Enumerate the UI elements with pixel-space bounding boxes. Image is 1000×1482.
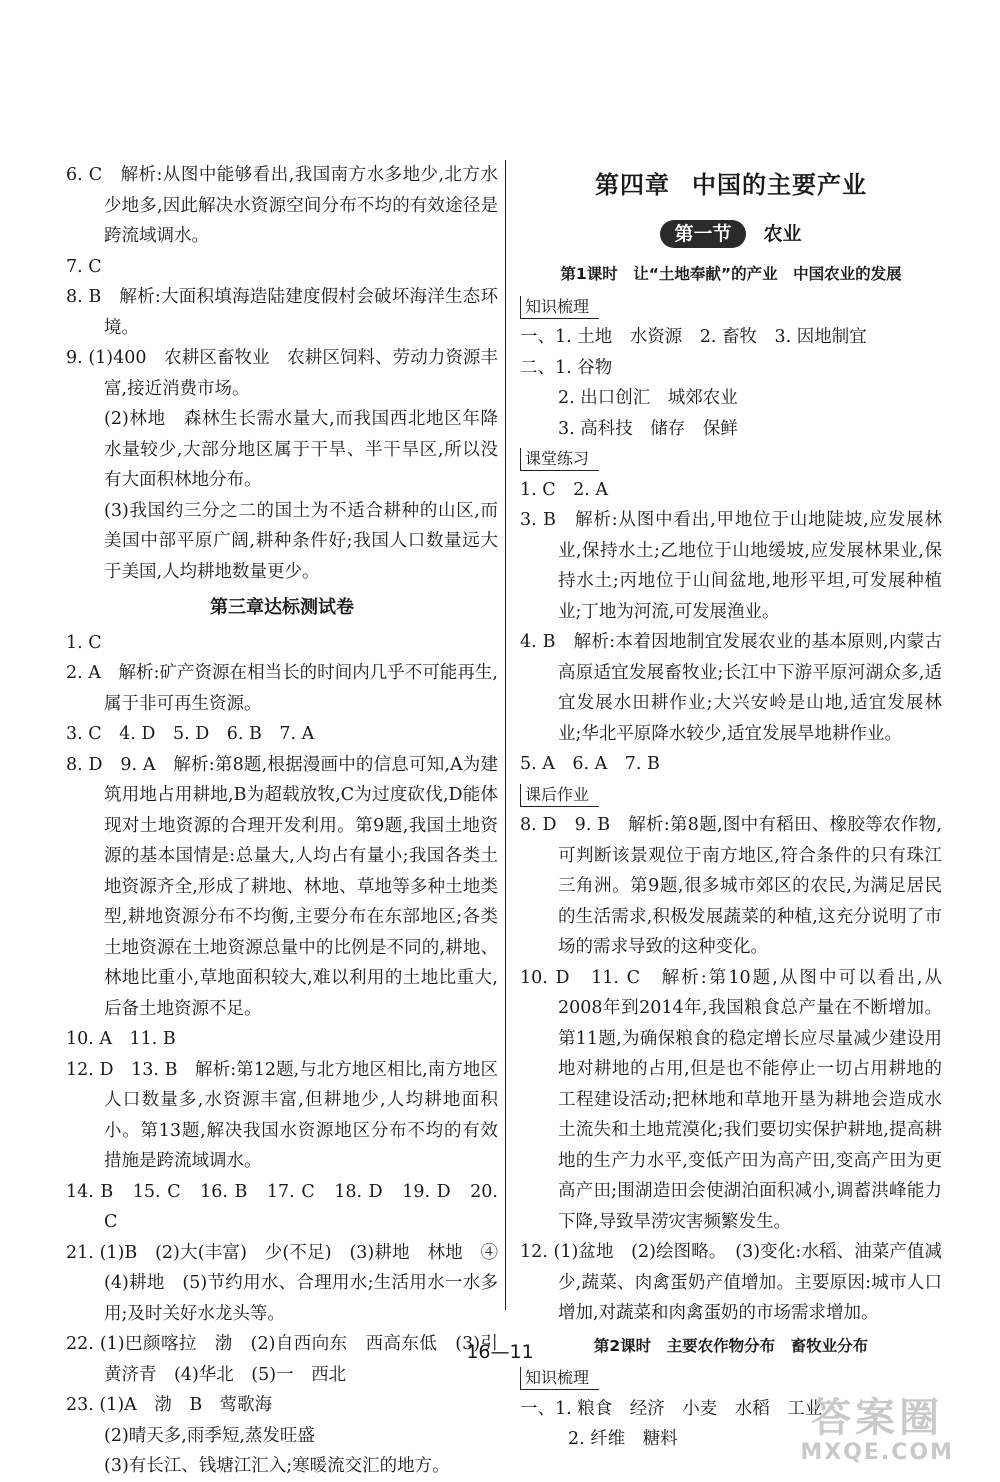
page-number: 16—11 (466, 1341, 534, 1363)
homework-label: 课后作业 (520, 784, 599, 807)
homework-answer-8-9: 8. D 9. B 解析:第8题,图中有稻田、橡胶等农作物,可判断该景观位于南方地区,符合条件的只有珠江三角洲。第9题,很多城市郊区的农民,为满足居民的生活需求,积极发展蔬菜的种植,这充分说明了市场的需求导致的这种变化。 (520, 815, 942, 957)
chapter3-test-title: 第三章达标测试卷 (210, 597, 354, 618)
watermark-url-text: MXQE.COM (800, 1440, 954, 1465)
practice-answer-3: 3. B 解析:从图中看出,甲地位于山地陡坡,应发展林业,保持水土;乙地位于山地缓坡,应发展林果业,保持水土;丙地位于山间盆地,地形平坦,可发展种植业;丁地为河流,可发展渔业。 (520, 510, 942, 622)
class-practice-label: 课堂练习 (520, 448, 599, 471)
section-badge: 第一节 (660, 220, 745, 248)
section-title: 农业 (763, 222, 802, 245)
knowledge-item-4: 3. 高科技 储存 保鲜 (558, 418, 738, 439)
chapter4-number: 第四章 (595, 171, 670, 199)
practice-answer-1-2: 1. C 2. A (520, 479, 609, 500)
homework-answer-10-11: 10. D 11. C 解析:第10题,从图中可以看出,从2008年到2014年,我国粮食总产量在不断增加。第11题,为确保粮食的稳定增长应尽量减少建设用地对耕地的占用,但是也不能停止一切占用耕地的工程建设活动;把林地和草地开垦为耕地会造成水土流失和土地荒漠化;我们要切实保护耕地,提高耕地的生产力水平,变低产田为高产田,变高产田为更高产田;围湖造田会使湖泊面积减小,调蓄洪峰能力下降,导致旱涝灾害频繁发生。 (520, 967, 942, 1232)
test-answer-21: 21. (1)B (2)大(丰富) 少(不足) (3)耕地 林地 ④ (4)耕地 (5)节约用水、合理用水;生活用水一水多用;及时关好水龙头等。 (66, 1242, 516, 1324)
lesson2-title: 第2课时 主要农作物分布 畜牧业分布 (593, 1336, 869, 1355)
answer-7: 7. C (66, 256, 102, 277)
knowledge-item-2: 二、1. 谷物 (520, 357, 613, 378)
test-answer-1: 1. C (66, 632, 102, 653)
test-answer-14-20: 14. B 15. C 16. B 17. C 18. D 19. D 20. C (66, 1181, 498, 1232)
lesson1-title: 第1课时 让“土地奉献”的产业 中国农业的发展 (560, 265, 902, 283)
answer-9-part2: (2)林地 森林生长需水量大,而我国西北地区年降水量较少,大部分地区属于干旱、半干旱区,所以没有大面积林地分布。 (104, 409, 498, 490)
homework-answer-12: 12. (1)盆地 (2)绘图略。 (3)变化:水稻、油菜产值减少,蔬菜、肉禽蛋奶产值增加。主要原因:城市人口增加,对蔬菜和肉禽蛋奶的市场需求增加。 (520, 1242, 942, 1323)
test-answer-22: 22. (1)巴颜喀拉 渤 (2)自西向东 西高东低 (3)引黄济青 (4)华北 (5)一 西北 (66, 1334, 498, 1385)
knowledge-review-label-2: 知识梳理 (520, 1367, 599, 1390)
test-answer-2: 2. A 解析:矿产资源在相当长的时间内几乎不可能再生,属于非可再生资源。 (66, 663, 498, 714)
lesson2-knowledge-item-2: 2. 纤维 糖料 (568, 1429, 678, 1449)
test-answer-23-part2: (2)晴天多,雨季短,蒸发旺盛 (104, 1425, 315, 1446)
watermark-logo (800, 1395, 954, 1465)
test-answer-23-part1: 23. (1)A 渤 B 莺歌海 (66, 1395, 273, 1415)
knowledge-item-1: 一、1. 土地 水资源 2. 畜牧 3. 因地制宜 (520, 327, 867, 347)
test-answer-8-9: 8. D 9. A 解析:第8题,根据漫画中的信息可知,A为建筑用地占用耕地,B为超载放牧,C为过度砍伐,D能体现对土地资源的合理开发利用。第9题,我国土地资源的基本国情是:总量大,人均占有量小;我国各类土地资源齐全,形成了耕地、林地、草地等多种土地类型,耕地资源分布不均衡,主要分布在东部地区;各类土地资源在土地资源总量中的比例是不同的,耕地、林地比重小,草地面积较大,难以利用的土地比重大,后备土地资源不足。 (66, 754, 498, 1019)
section-header (520, 219, 942, 250)
answer-9-part3: (3)我国约三分之二的国土为不适合耕种的山区,而美国中部平原广阔,耕种条件好;我国人口数量远大于美国,人均耕地数量更少。 (104, 500, 498, 582)
lesson2-knowledge-item-1: 一、1. 粮食 经济 小麦 水稻 工业 (520, 1398, 823, 1419)
chapter4-title (520, 170, 942, 201)
watermark-main-text: 答案圈 (811, 1395, 944, 1441)
knowledge-item-3: 2. 出口创汇 城郊农业 (558, 388, 738, 408)
test-answer-12-13: 12. D 13. B 解析:第12题,与北方地区相比,南方地区人口数量多,水资源丰富,但耕地少,人均耕地面积小。第13题,解决我国水资源地区分布不均的有效措施是跨流域调水。 (66, 1059, 498, 1171)
answer-9-part1: 9. (1)400 农耕区畜牧业 农耕区饲料、劳动力资源丰富,接近消费市场。 (66, 348, 498, 399)
test-answer-10-11: 10. A 11. B (66, 1029, 176, 1049)
test-answer-3-7: 3. C 4. D 5. D 6. B 7. A (66, 724, 315, 744)
answer-8: 8. B 解析:大面积填海造陆建度假村会破坏海洋生态环境。 (66, 287, 498, 338)
knowledge-review-label: 知识梳理 (520, 296, 599, 319)
practice-answer-4: 4. B 解析:本着因地制宜发展农业的基本原则,内蒙古高原适宜发展畜牧业;长江中下游平原河湖众多,适宜发展水田耕作业;大兴安岭是山地,适宜发展林业;华北平原降水较少,适宜发展旱地耕作业。 (520, 632, 942, 744)
answer-6: 6. C 解析:从图中能够看出,我国南方水多地少,北方水少地多,因此解决水资源空间分布不均的有效途径是跨流域调水。 (66, 165, 498, 246)
practice-answer-5-7: 5. A 6. A 7. B (520, 754, 660, 774)
chapter4-name: 中国的主要产业 (692, 171, 867, 199)
test-answer-23-part3: (3)有长江、钱塘江汇入;寒暖流交汇的地方。 (104, 1456, 450, 1476)
